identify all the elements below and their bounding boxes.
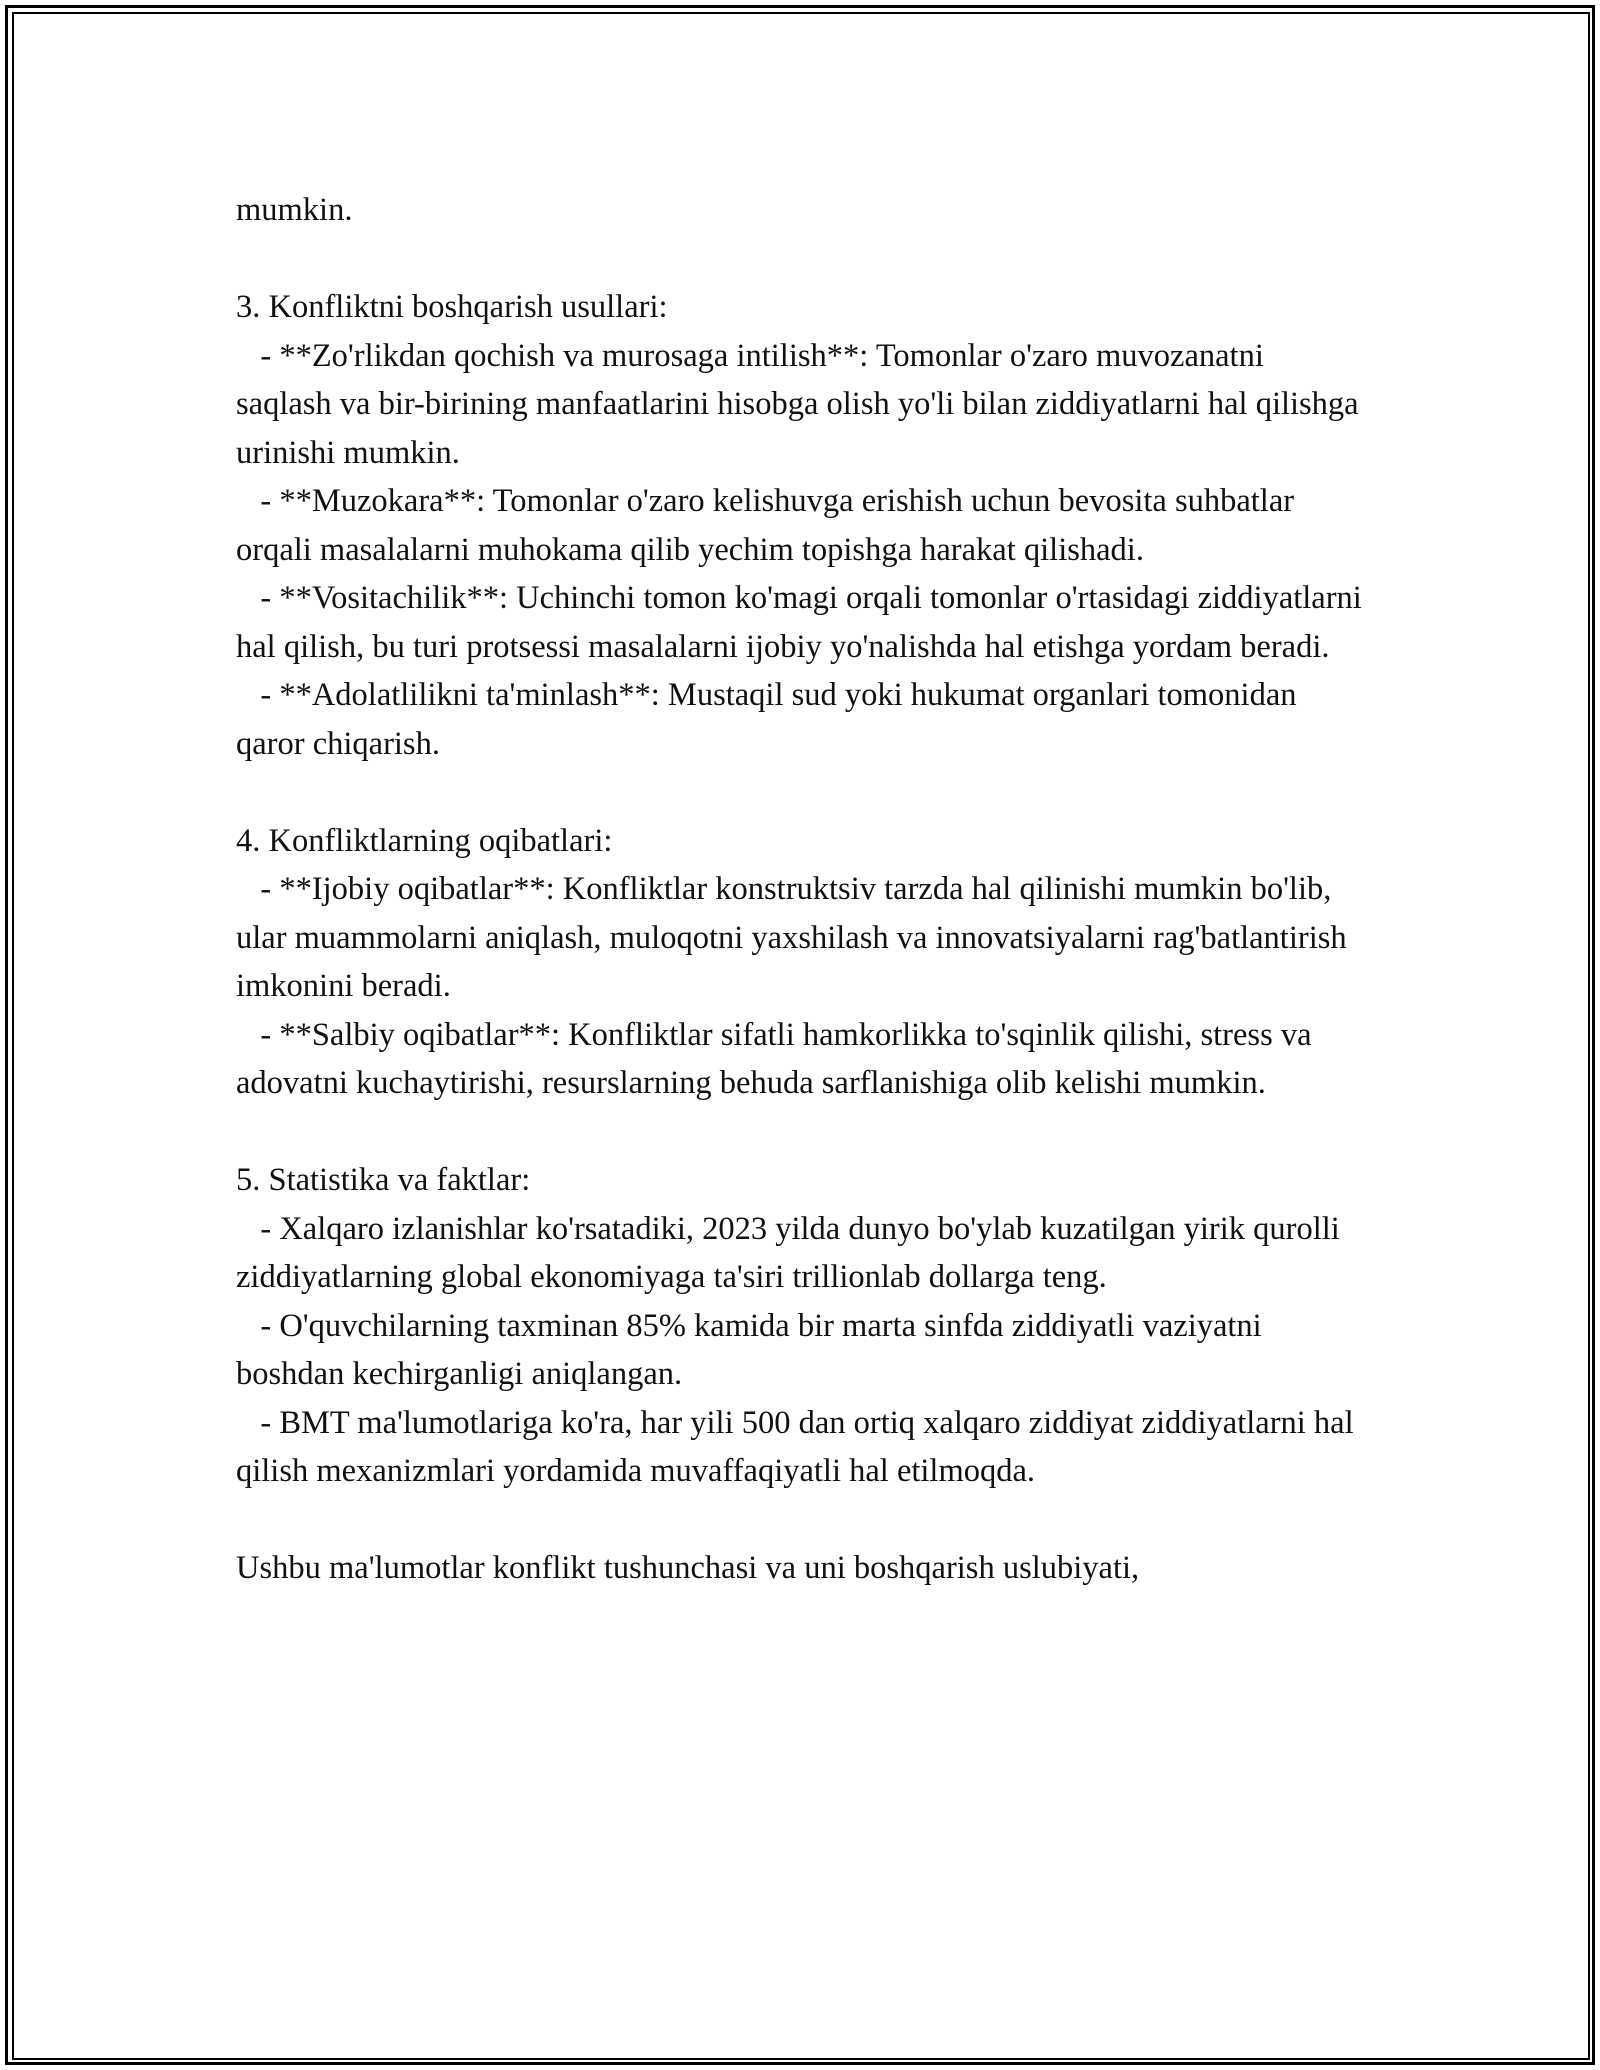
list-item: - O'quvchilarning taxminan 85% kamida bir marta sinfda ziddiyatli vaziyatni boshdan kechirganligi aniqlangan. [236, 1307, 1270, 1392]
section-statistics [236, 1156, 1366, 1496]
list-item: - **Salbiy oqibatlar**: Konfliktlar sifatli hamkorlikka to'sqinlik qilishi, stress va adovatni kuchaytirishi, resurslarning behuda sarflanishiga olib kelishi mumkin. [236, 1016, 1320, 1101]
closing-paragraph: Ushbu ma'lumotlar konflikt tushunchasi va uni boshqarish uslubiyati, [236, 1550, 1140, 1586]
section-heading: 5. Statistika va faktlar: [236, 1162, 531, 1198]
spacer [236, 1108, 1366, 1157]
list-item: - Xalqaro izlanishlar ko'rsatadiki, 2023 yilda dunyo bo'ylab kuzatilgan yirik qurolli ziddiyatlarning global ekonomiyaga ta'siri trillionlab dollarga teng. [236, 1210, 1348, 1295]
paragraph-top-fragment: mumkin. [236, 192, 353, 228]
section-heading: 3. Konfliktni boshqarish usullari: [236, 289, 668, 325]
list-item: - BMT ma'lumotlariga ko'ra, har yili 500 dan ortiq xalqaro ziddiyat ziddiyatlarni hal qilish mexanizmlari yordamida muvaffaqiyatli hal etilmoqda. [236, 1404, 1362, 1489]
list-item: - **Adolatlilikni ta'minlash**: Mustaqil sud yoki hukumat organlari tomonidan qaror chiqarish. [236, 677, 1305, 762]
section-heading: 4. Konfliktlarning oqibatlari: [236, 822, 613, 859]
list-item: - **Ijobiy oqibatlar**: Konfliktlar konstruktsiv tarzda hal qilinishi mumkin bo'lib, ular muammolarni aniqlash, muloqotni yaxshilash va innovatsiyalarni rag'batlantirish imkonini beradi. [236, 871, 1355, 1004]
document-body [236, 186, 1370, 1593]
spacer [236, 768, 1366, 817]
spacer [236, 1496, 1366, 1545]
list-item: - **Vositachilik**: Uchinchi tomon ko'magi orqali tomonlar o'rtasidagi ziddiyatlarni hal qilish, bu turi protsessi masalalarni ijobiy yo'nalishda hal etishga yordam beradi. [236, 580, 1370, 665]
section-consequences [236, 817, 1366, 1108]
list-item: - **Zo'rlikdan qochish va murosaga intilish**: Tomonlar o'zaro muvozanatni saqlash va bir-birining manfaatlarini hisobga olish yo'li bilan ziddiyatlarni hal qilishga urinishi mumkin. [236, 337, 1367, 471]
list-item: - **Muzokara**: Tomonlar o'zaro kelishuvga erishish uchun bevosita suhbatlar orqali masalalarni muhokama qilib yechim topishga harakat qilishadi. [236, 483, 1303, 568]
section-conflict-management [236, 283, 1370, 768]
spacer [236, 235, 1366, 284]
